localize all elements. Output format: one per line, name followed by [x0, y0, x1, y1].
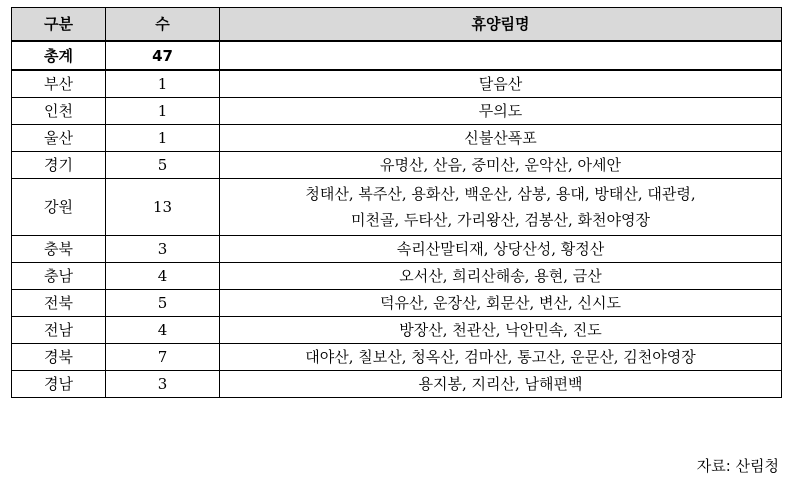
- names-cell: 방장산, 천관산, 낙안민속, 진도: [220, 317, 782, 344]
- count-cell: 4: [106, 317, 220, 344]
- table-header-row: [12, 8, 782, 42]
- header-names: 휴양림명: [220, 8, 782, 42]
- region-cell: 전남: [12, 317, 106, 344]
- table-row: [12, 344, 782, 371]
- total-label: 총계: [12, 41, 106, 70]
- table-row: [12, 263, 782, 290]
- region-cell: 경남: [12, 371, 106, 398]
- header-count: 수: [106, 8, 220, 42]
- region-cell: 경기: [12, 152, 106, 179]
- count-cell: 5: [106, 290, 220, 317]
- names-line-2: 미천골, 두타산, 가리왕산, 검봉산, 화천야영장: [351, 211, 650, 229]
- names-cell: [220, 179, 782, 236]
- count-cell: 1: [106, 70, 220, 98]
- header-region: 구분: [12, 8, 106, 42]
- table-row: [12, 371, 782, 398]
- recreation-forest-table: [11, 7, 782, 398]
- names-cell: 달음산: [220, 70, 782, 98]
- table-row: [12, 70, 782, 98]
- table-row: [12, 236, 782, 263]
- table-row: [12, 290, 782, 317]
- table-row: [12, 317, 782, 344]
- region-cell: 인천: [12, 98, 106, 125]
- region-cell: 강원: [12, 179, 106, 236]
- count-cell: 4: [106, 263, 220, 290]
- total-row: [12, 41, 782, 70]
- names-cell: 덕유산, 운장산, 회문산, 변산, 신시도: [220, 290, 782, 317]
- names-cell: 유명산, 산음, 중미산, 운악산, 아세안: [220, 152, 782, 179]
- names-line-1: 청태산, 복주산, 용화산, 백운산, 삼봉, 용대, 방태산, 대관령,: [305, 185, 696, 203]
- names-cell: 대야산, 칠보산, 청옥산, 검마산, 통고산, 운문산, 김천야영장: [220, 344, 782, 371]
- names-cell: 용지봉, 지리산, 남해편백: [220, 371, 782, 398]
- names-cell: 무의도: [220, 98, 782, 125]
- count-cell: 3: [106, 236, 220, 263]
- total-count: 47: [106, 41, 220, 70]
- table-row: [12, 98, 782, 125]
- region-cell: 경북: [12, 344, 106, 371]
- count-cell: 1: [106, 98, 220, 125]
- total-names: [220, 41, 782, 70]
- region-cell: 전북: [12, 290, 106, 317]
- names-cell: 신불산폭포: [220, 125, 782, 152]
- count-cell: 7: [106, 344, 220, 371]
- region-cell: 충북: [12, 236, 106, 263]
- region-cell: 부산: [12, 70, 106, 98]
- source-note: 자료: 산림청: [696, 457, 779, 475]
- table-row: [12, 125, 782, 152]
- names-cell: 오서산, 희리산해송, 용현, 금산: [220, 263, 782, 290]
- table-row: [12, 152, 782, 179]
- count-cell: 3: [106, 371, 220, 398]
- count-cell: 5: [106, 152, 220, 179]
- region-cell: 울산: [12, 125, 106, 152]
- table-row: [12, 179, 782, 236]
- count-cell: 1: [106, 125, 220, 152]
- count-cell: 13: [106, 179, 220, 236]
- region-cell: 충남: [12, 263, 106, 290]
- names-cell: 속리산말티재, 상당산성, 황정산: [220, 236, 782, 263]
